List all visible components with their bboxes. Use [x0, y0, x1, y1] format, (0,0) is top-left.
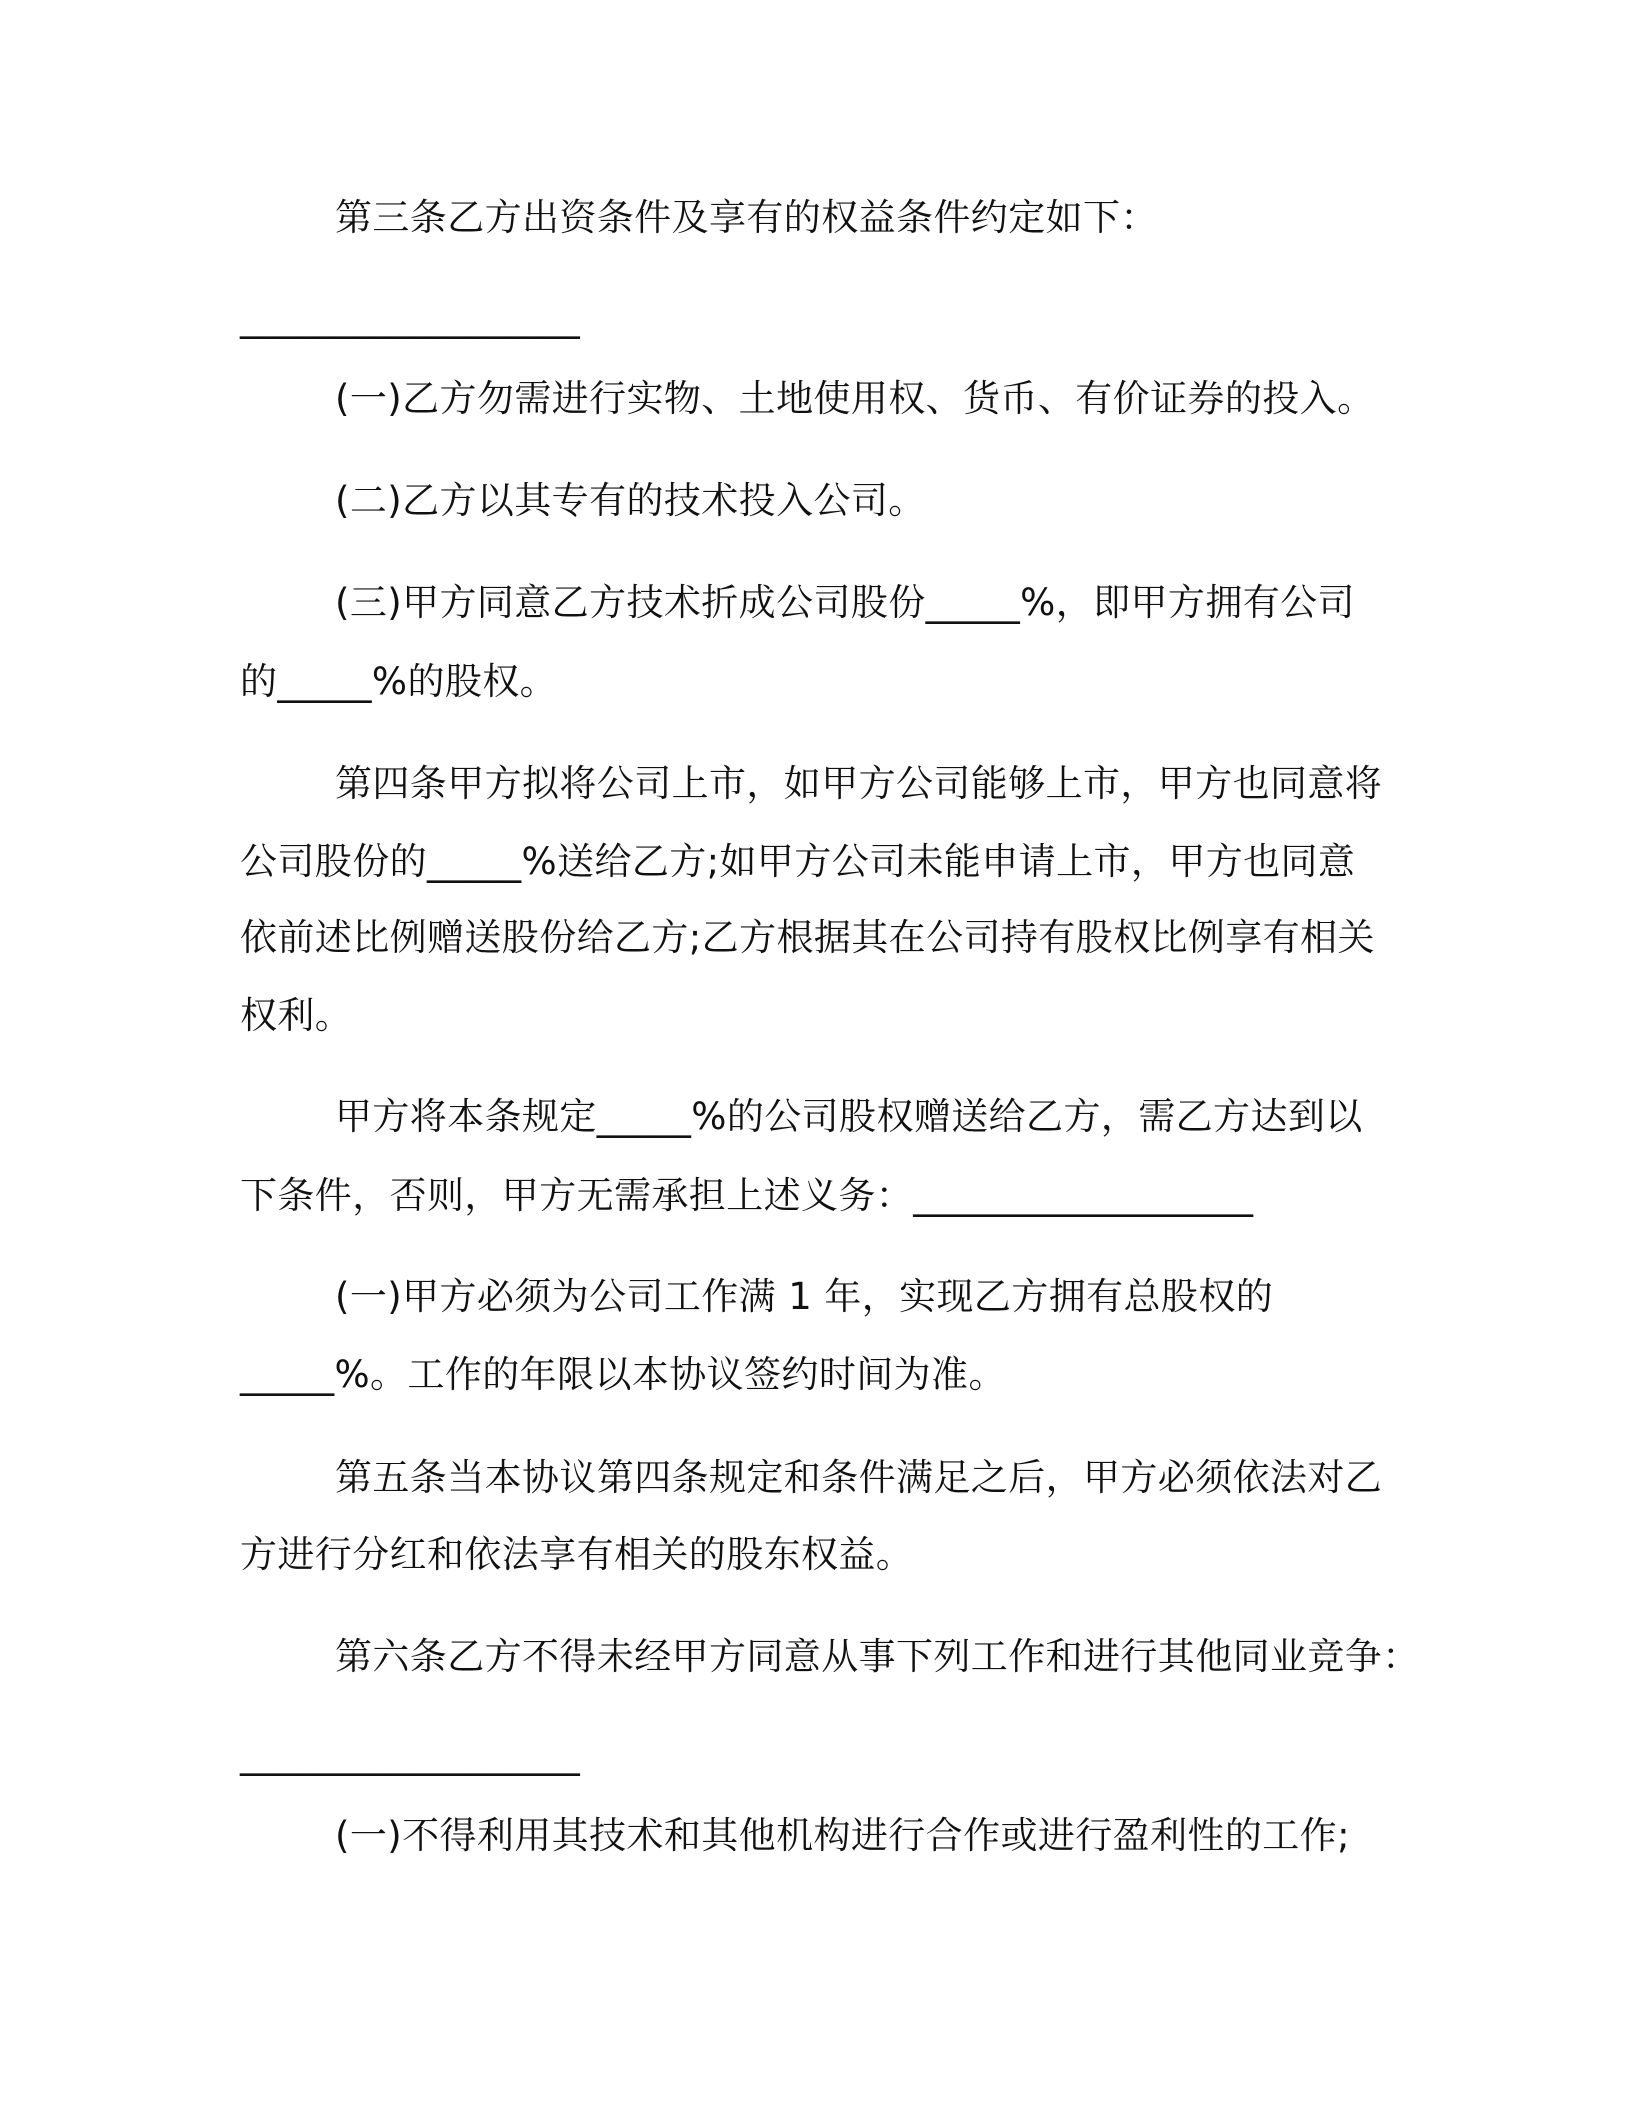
article-5-line-2: 方进行分红和依法享有相关的股东权益。 — [240, 1533, 914, 1576]
article-4-line-4: 权利。 — [240, 994, 353, 1037]
article-4-para-2-line-2: 下条件，否则，甲方无需承担上述义务：__________________ — [240, 1174, 1254, 1217]
article-6-item-1: (一)不得利用其技术和其他机构进行合作或进行盈利性的工作; — [335, 1814, 1350, 1857]
article-4-line-2: 公司股份的_____%送给乙方;如甲方公司未能申请上市，甲方也同意 — [240, 840, 1356, 883]
article-4-line-1: 第四条甲方拟将公司上市，如甲方公司能够上市，甲方也同意将 — [335, 762, 1383, 805]
blank-line: __________________ — [240, 1733, 581, 1776]
blank-line: __________________ — [240, 296, 581, 339]
article-6-heading: 第六条乙方不得未经甲方同意从事下列工作和进行其他同业竞争： — [335, 1635, 1420, 1678]
article-4-item-1-line-2: _____%。工作的年限以本协议签约时间为准。 — [240, 1353, 1006, 1396]
article-3-item-3-line-2: 的_____%的股权。 — [240, 660, 558, 703]
article-3-item-1: (一)乙方勿需进行实物、土地使用权、货币、有价证券的投入。 — [335, 377, 1375, 420]
article-3-item-3-line-1: (三)甲方同意乙方技术折成公司股份_____%，即甲方拥有公司 — [335, 581, 1355, 624]
article-3-heading: 第三条乙方出资条件及享有的权益条件约定如下： — [335, 196, 1158, 239]
article-4-para-2-line-1: 甲方将本条规定_____%的公司股权赠送给乙方，需乙方达到以 — [335, 1095, 1363, 1138]
article-3-item-2: (二)乙方以其专有的技术投入公司。 — [335, 479, 926, 522]
article-4-line-3: 依前述比例赠送股份给乙方;乙方根据其在公司持有股权比例享有相关 — [240, 916, 1375, 959]
article-5-line-1: 第五条当本协议第四条规定和条件满足之后，甲方必须依法对乙 — [335, 1456, 1383, 1499]
article-4-item-1-line-1: (一)甲方必须为公司工作满 1 年，实现乙方拥有总股权的 — [335, 1275, 1274, 1318]
